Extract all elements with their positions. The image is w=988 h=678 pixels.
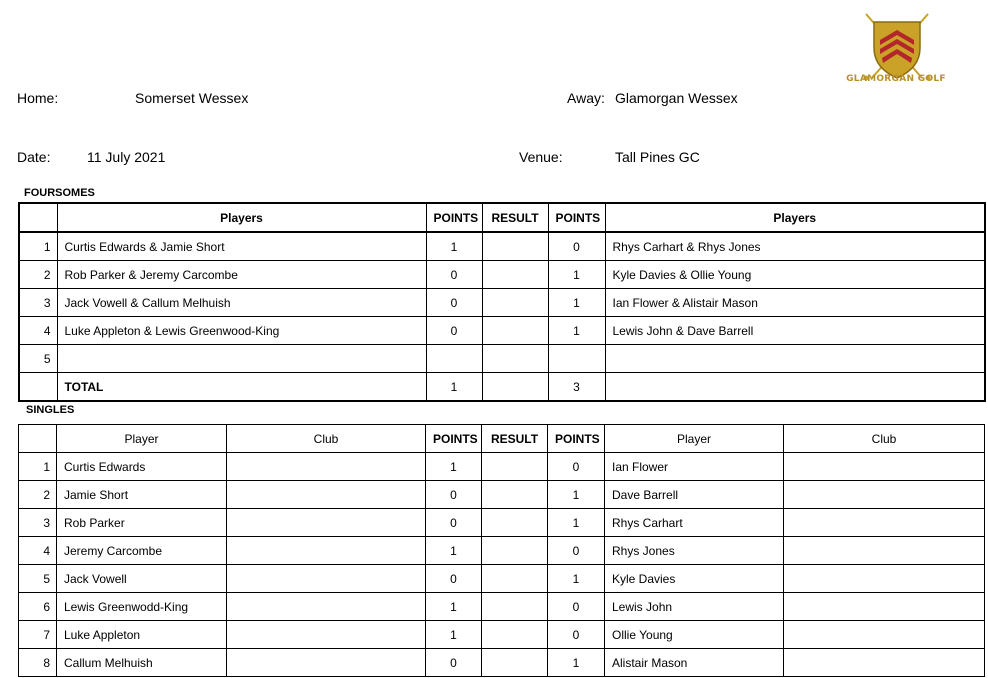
away-players: Kyle Davies & Ollie Young <box>605 261 985 289</box>
home-player: Callum Melhuish <box>57 649 227 677</box>
foursomes-title: FOURSOMES <box>24 187 95 199</box>
foursomes-total-row <box>19 373 985 402</box>
foursomes-home-points-header: POINTS <box>426 203 482 232</box>
away-players: Rhys Carhart & Rhys Jones <box>605 232 985 261</box>
singles-header-row <box>19 425 985 453</box>
home-club <box>227 453 426 481</box>
home-value: Somerset Wessex <box>135 90 249 106</box>
foursomes-row <box>19 289 985 317</box>
home-player: Jamie Short <box>57 481 227 509</box>
row-number: 4 <box>19 317 57 345</box>
singles-result-header: RESULT <box>482 425 548 453</box>
home-player: Lewis Greenwodd-King <box>57 593 227 621</box>
home-club <box>227 649 426 677</box>
home-players: Curtis Edwards & Jamie Short <box>57 232 426 261</box>
foursomes-result-header: RESULT <box>482 203 548 232</box>
singles-home-points-header: POINTS <box>426 425 482 453</box>
foursomes-away-players-header: Players <box>605 203 985 232</box>
singles-home-club-header: Club <box>227 425 426 453</box>
away-points: 1 <box>548 649 605 677</box>
home-club <box>227 565 426 593</box>
away-points: 1 <box>548 509 605 537</box>
foursomes-num-header <box>19 203 57 232</box>
away-label: Away: <box>567 90 605 106</box>
result <box>482 509 548 537</box>
result <box>482 261 548 289</box>
home-players <box>57 345 426 373</box>
total-result <box>482 373 548 402</box>
away-player: Rhys Carhart <box>605 509 784 537</box>
home-club <box>227 537 426 565</box>
singles-away-player-header: Player <box>605 425 784 453</box>
home-club <box>227 621 426 649</box>
away-points: 1 <box>548 481 605 509</box>
away-club <box>784 481 985 509</box>
away-club <box>784 649 985 677</box>
row-number: 5 <box>19 345 57 373</box>
away-player: Kyle Davies <box>605 565 784 593</box>
foursomes-row <box>19 232 985 261</box>
away-club <box>784 537 985 565</box>
row-number: 3 <box>19 289 57 317</box>
singles-row <box>19 649 985 677</box>
home-player: Jeremy Carcombe <box>57 537 227 565</box>
result <box>482 649 548 677</box>
singles-row <box>19 453 985 481</box>
singles-title: SINGLES <box>26 404 75 416</box>
away-player: Ian Flower <box>605 453 784 481</box>
row-number: 1 <box>19 232 57 261</box>
home-club <box>227 593 426 621</box>
away-points: 0 <box>548 232 605 261</box>
home-player: Curtis Edwards <box>57 453 227 481</box>
home-points: 1 <box>426 593 482 621</box>
foursomes-row <box>19 261 985 289</box>
away-points: 0 <box>548 621 605 649</box>
home-points: 1 <box>426 232 482 261</box>
singles-away-points-header: POINTS <box>548 425 605 453</box>
row-number: 3 <box>19 509 57 537</box>
away-points <box>548 345 605 373</box>
away-value: Glamorgan Wessex <box>615 90 738 106</box>
row-number: 2 <box>19 261 57 289</box>
home-player: Rob Parker <box>57 509 227 537</box>
home-points: 1 <box>426 453 482 481</box>
singles-num-header <box>19 425 57 453</box>
row-number: 1 <box>19 453 57 481</box>
row-number: 8 <box>19 649 57 677</box>
singles-row <box>19 537 985 565</box>
venue-label: Venue: <box>519 149 563 165</box>
row-number: 4 <box>19 537 57 565</box>
home-player: Luke Appleton <box>57 621 227 649</box>
away-points: 1 <box>548 289 605 317</box>
total-away-points: 3 <box>548 373 605 402</box>
away-player: Rhys Jones <box>605 537 784 565</box>
venue-value: Tall Pines GC <box>615 149 700 165</box>
away-player: Lewis John <box>605 593 784 621</box>
away-player: Alistair Mason <box>605 649 784 677</box>
result <box>482 565 548 593</box>
home-points: 1 <box>426 537 482 565</box>
home-points: 0 <box>426 317 482 345</box>
away-club <box>784 621 985 649</box>
away-club <box>784 509 985 537</box>
result <box>482 593 548 621</box>
row-number: 7 <box>19 621 57 649</box>
away-points: 1 <box>548 565 605 593</box>
result <box>482 481 548 509</box>
home-club <box>227 481 426 509</box>
date-label: Date: <box>17 149 51 165</box>
away-points: 1 <box>548 261 605 289</box>
away-points: 1 <box>548 317 605 345</box>
home-points: 0 <box>426 649 482 677</box>
total-away-cell <box>605 373 985 402</box>
singles-row <box>19 565 985 593</box>
home-player: Jack Vowell <box>57 565 227 593</box>
row-number: 6 <box>19 593 57 621</box>
away-club <box>784 565 985 593</box>
home-points: 0 <box>426 481 482 509</box>
foursomes-home-players-header: Players <box>57 203 426 232</box>
date-value: 11 July 2021 <box>87 149 166 165</box>
total-num-cell <box>19 373 57 402</box>
singles-row <box>19 621 985 649</box>
away-club <box>784 453 985 481</box>
home-points: 0 <box>426 565 482 593</box>
away-points: 0 <box>548 537 605 565</box>
foursomes-away-points-header: POINTS <box>548 203 605 232</box>
away-player: Ollie Young <box>605 621 784 649</box>
foursomes-table <box>18 202 986 402</box>
singles-row <box>19 509 985 537</box>
singles-away-club-header: Club <box>784 425 985 453</box>
home-club <box>227 509 426 537</box>
singles-row <box>19 593 985 621</box>
singles-table <box>18 424 985 677</box>
logo-text: GLAMORGAN GOLF <box>846 74 946 84</box>
home-points: 0 <box>426 289 482 317</box>
result <box>482 345 548 373</box>
home-players: Luke Appleton & Lewis Greenwood-King <box>57 317 426 345</box>
singles-row <box>19 481 985 509</box>
home-points: 1 <box>426 621 482 649</box>
away-points: 0 <box>548 593 605 621</box>
away-player: Dave Barrell <box>605 481 784 509</box>
away-club <box>784 593 985 621</box>
away-players: Lewis John & Dave Barrell <box>605 317 985 345</box>
away-points: 0 <box>548 453 605 481</box>
result <box>482 289 548 317</box>
row-number: 5 <box>19 565 57 593</box>
home-points: 0 <box>426 261 482 289</box>
home-points: 0 <box>426 509 482 537</box>
singles-home-player-header: Player <box>57 425 227 453</box>
home-players: Jack Vowell & Callum Melhuish <box>57 289 426 317</box>
home-points <box>426 345 482 373</box>
home-players: Rob Parker & Jeremy Carcombe <box>57 261 426 289</box>
home-label: Home: <box>17 90 59 106</box>
total-label: TOTAL <box>57 373 426 402</box>
result <box>482 453 548 481</box>
result <box>482 537 548 565</box>
away-players <box>605 345 985 373</box>
total-home-points: 1 <box>426 373 482 402</box>
foursomes-row <box>19 317 985 345</box>
foursomes-row <box>19 345 985 373</box>
away-players: Ian Flower & Alistair Mason <box>605 289 985 317</box>
result <box>482 232 548 261</box>
row-number: 2 <box>19 481 57 509</box>
foursomes-header-row <box>19 203 985 232</box>
result <box>482 317 548 345</box>
result <box>482 621 548 649</box>
